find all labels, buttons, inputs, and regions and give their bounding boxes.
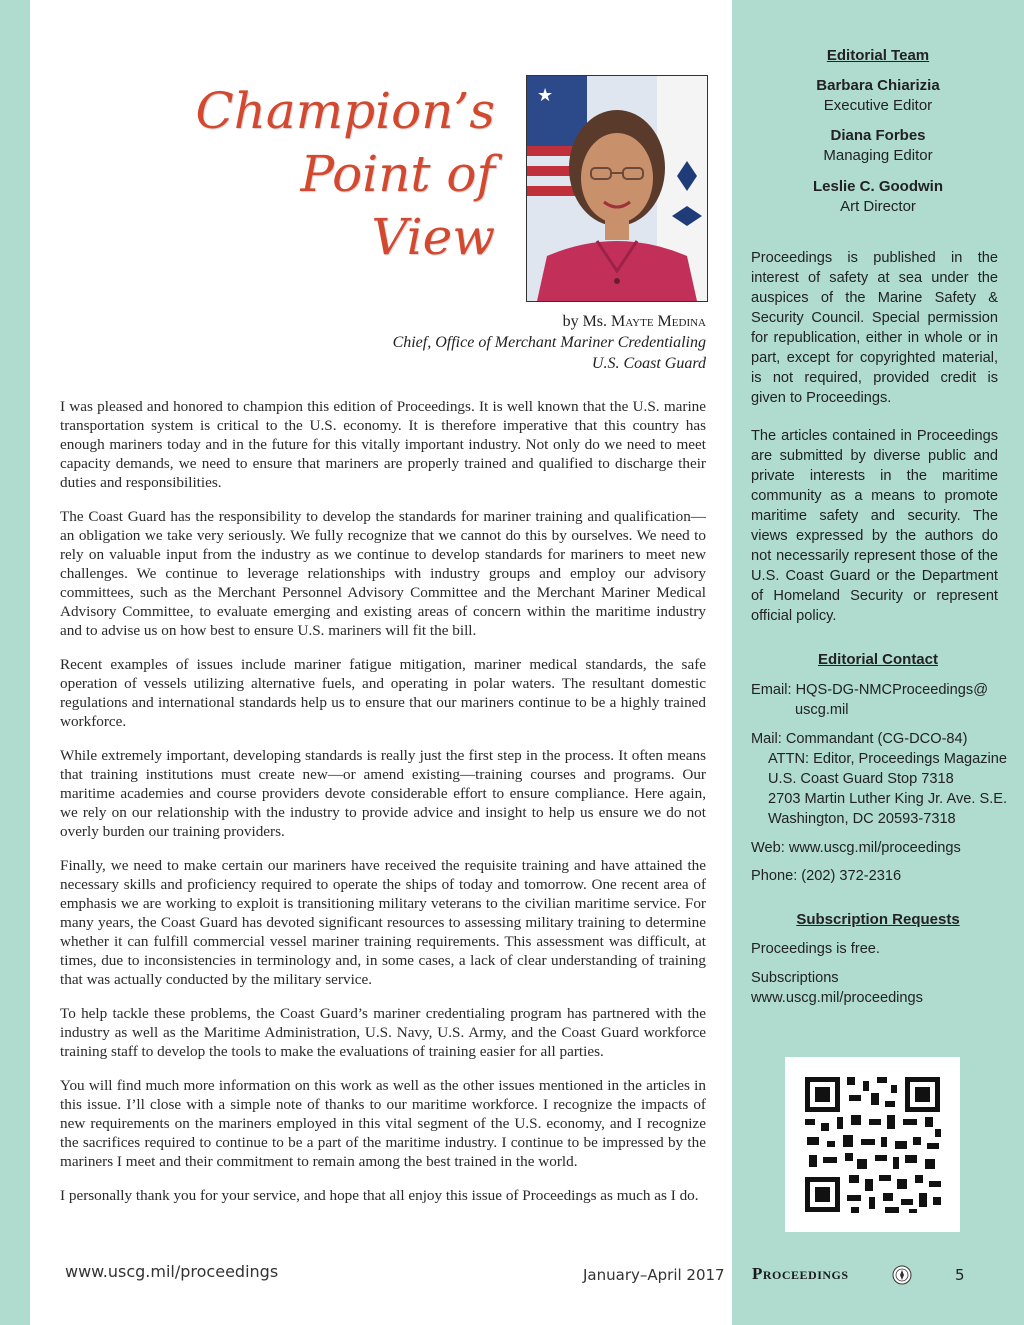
subscription-free-text: Proceedings is free. <box>751 941 880 957</box>
contact-mail <box>751 729 968 749</box>
author-organization: U.S. Coast Guard <box>591 355 706 372</box>
byline <box>300 311 706 374</box>
contact-email <box>751 680 988 700</box>
paragraph: Recent examples of issues include mariner fatigue mitigation, mariner medical standards, the safe operation of vessels utilizing alternative fuels, and operating in polar waters. The resultant domestic regulations and international standards help us to ensure that our mariners continue to be a highly trained workforce. <box>60 656 706 730</box>
subscription-label: Subscriptions <box>751 970 839 986</box>
qr-code[interactable] <box>785 1057 960 1232</box>
mail-line: 2703 Martin Luther King Jr. Ave. S.E. <box>768 791 1008 807</box>
publication-note: Proceedings is published in the interest of safety at sea under the auspices of the Marine Safety & Security Council. Special permission for republication, either in whole or in part, except for copyrighted material, is not required, provided credit is given to Proceedings. <box>751 250 998 406</box>
title-line: View <box>371 208 495 266</box>
team-member-role: Executive Editor <box>823 97 933 114</box>
left-color-band <box>0 0 30 1325</box>
mail-line: Washington, DC 20593-7318 <box>768 811 956 827</box>
mail-line: Commandant (CG-DCO-84) <box>785 731 968 747</box>
editorial-contact-heading: Editorial Contact <box>817 651 938 668</box>
author-name: Mayte Medina <box>611 313 706 330</box>
byline-prefix: by Ms. <box>562 313 608 330</box>
footer-url[interactable]: www.uscg.mil/proceedings <box>65 1262 279 1281</box>
portrait-photo <box>526 75 708 302</box>
team-member-role: Managing Editor <box>823 147 933 164</box>
paragraph: To help tackle these problems, the Coast Guard’s mariner credentialing program has partnered with the industry as well as the Maritime Administration, U.S. Navy, U.S. Army, and the Coast Guard workforce training staff to develop the tools to make the evaluations of training easier for all parties. <box>60 1005 706 1060</box>
footer-magazine-name: Proceedings <box>752 1264 849 1283</box>
contact-phone: Phone: (202) 372-2316 <box>751 868 902 884</box>
team-member-role: Art Director <box>840 198 916 215</box>
title-line: Champion’s <box>195 82 495 140</box>
email-address-line1[interactable]: HQS-DG-NMCProceedings@ <box>795 682 989 698</box>
paragraph: You will find much more information on this work as well as the other issues mentioned in the articles in this issue. I’ll close with a simple note of thanks to our maritime workforce. I recognize the impacts of new requirements on the mariners employed in this vital segment of the U.S. economy, and I recognize the sacrifices required to continue to be a part of the maritime industry. I continue to be impressed by the mariners I meet and their commitment to remain among the best trained in the world. <box>60 1077 706 1170</box>
email-label: Email: <box>751 682 792 698</box>
subscription-url[interactable]: www.uscg.mil/proceedings <box>751 990 923 1006</box>
coast-guard-seal-icon <box>892 1265 912 1285</box>
article-body <box>60 397 706 1220</box>
qr-code-graphic <box>785 1057 960 1232</box>
paragraph: I personally thank you for your service, and hope that all enjoy this issue of Proceedings as much as I do. <box>60 1187 699 1204</box>
articles-disclaimer: The articles contained in Proceedings are submitted by diverse public and private interests in the maritime community as a means to promote maritime safety and security. The views expressed by the authors do not necessarily represent those of the U.S. Coast Guard or the Department of Homeland Security or represent official policy. <box>751 428 998 624</box>
mail-line: U.S. Coast Guard Stop 7318 <box>768 771 954 787</box>
footer-issue-date: January–April 2017 <box>583 1266 725 1284</box>
team-member-name: Diana Forbes <box>830 127 926 144</box>
portrait-illustration <box>527 76 707 301</box>
email-address-line2[interactable]: uscg.mil <box>795 702 849 718</box>
paragraph: Finally, we need to make certain our mariners have received the requisite training and have attained the necessary skills and proficiency required to operate the ships of today and tomorrow. One recent area of emphasis we are working to exploit is transitioning military veterans to the civilian maritime service. For many years, the Coast Guard has devoted significant resources to assessing military training to determine whether it can fulfill commercial vessel mariner training requirements. This assessment was difficult, at times, due to inconsistencies in terminology and, in some cases, a lack of clear understanding of training that was actually conducted by the military service. <box>60 857 706 988</box>
mail-line: ATTN: Editor, Proceedings Magazine <box>768 751 1008 767</box>
paragraph: The Coast Guard has the responsibility to develop the standards for mariner training and qualification—an obligation we take very seriously. We fully recognize that we cannot do this by ourselves. We need to rely on valuable input from the industry as we continue to develop standards for mariners to meet new challenges. We continue to leverage relationships with industry groups and employ our advisory committees, such as the Merchant Personnel Advisory Committee and the Merchant Mariner Medical Advisory Committee, to evaluate emerging and existing areas of concern within the maritime industry and to advise us on how best to ensure U.S. mariners will fit the bill. <box>60 508 706 639</box>
page-number: 5 <box>955 1266 965 1284</box>
subscription-heading: Subscription Requests <box>796 911 960 928</box>
paragraph: I was pleased and honored to champion this edition of Proceedings. It is well known that the U.S. marine transportation system is critical to the U.S. economy. It is therefore imperative that this country has enough mariners today and in the future for this vitally important industry. Not only do we need to meet capacity demands, we need to ensure that mariners are properly trained and qualified to discharge their duties and responsibilities. <box>60 398 706 491</box>
svg-text:★: ★ <box>537 85 554 106</box>
contact-web[interactable]: Web: www.uscg.mil/proceedings <box>751 840 961 856</box>
paragraph: While extremely important, developing standards is really just the first step in the process. It often means that training institutions must create new—or amend existing—training courses and programs. Our maritime academies and course providers devote considerable effort to ensure compliance. Here again, we rely on our relationship with the industry to provide advice and insight to help us ensure we do not overly burden our training providers. <box>60 747 706 840</box>
author-position: Chief, Office of Merchant Mariner Credentialing <box>392 334 706 351</box>
article-title <box>195 80 495 269</box>
team-member-name: Barbara Chiarizia <box>816 77 940 94</box>
title-line: Point of <box>300 145 495 203</box>
team-member-name: Leslie C. Goodwin <box>812 178 943 195</box>
editorial-team-heading: Editorial Team <box>826 47 930 64</box>
mail-label: Mail: <box>751 731 782 747</box>
